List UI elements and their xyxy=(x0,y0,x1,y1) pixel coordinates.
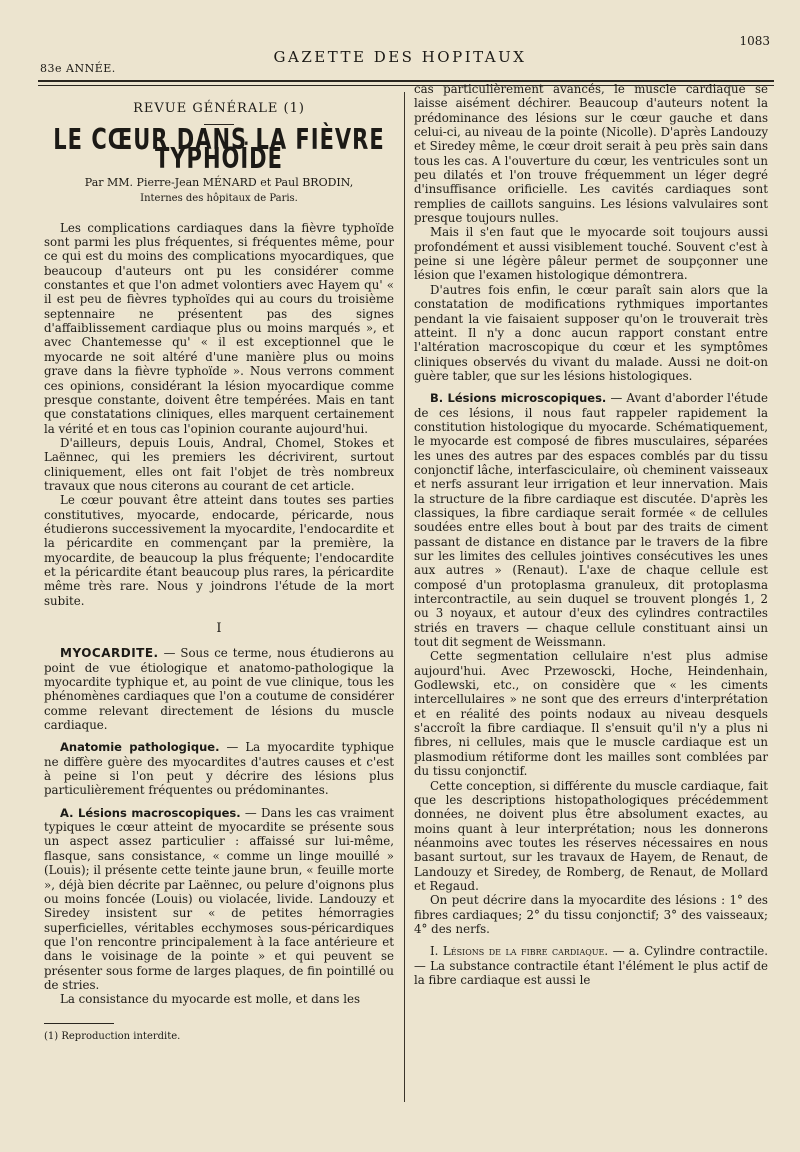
anatomie-text: — La myocardite typhique ne diffère guère des myocardites d'autres causes et c'est à peine si l'on peut y décrire des lésions plus particulièrement fréquentes ou prédominantes. xyxy=(44,740,395,798)
volume-year: 83e ANNÉE. xyxy=(40,62,116,75)
paragraph: Cette conception, si différente du muscle cardiaque, fait que les descriptions histopathologiques précédemment données, ne doivent plus être absolument exactes, au moins quant à leur interprétation; nous les donnerons néanmoins avec toutes les réserves nécessaires en nous basant surtout, sur les travaux de Hayem, de Renaut, de Landouzy et Siredey, de Romberg, de Renaut, de Mollard et Regaud. xyxy=(414,778,768,893)
paragraph: On peut décrire dans la myocardite des lésions : 1° des fibres cardiaques; 2° du tissu conjonctif; 3° des vaisseaux; 4° des nerfs. xyxy=(414,893,768,936)
fibre-text: — a. Cylindre contractile. — La substance contractile étant l'élément le plus actif de la fibre cardiaque est aussi le xyxy=(414,944,768,987)
paragraph: D'ailleurs, depuis Louis, Andral, Chomel, Stokes et Laënnec, qui les premiers les décrivirent, surtout cliniquement, elles ont fait l'objet de très nombreux travaux que nous citerons au courant de cet article. xyxy=(44,435,394,493)
right-column xyxy=(414,82,768,987)
myocardite-heading: MYOCARDITE. xyxy=(60,646,159,661)
journal-title: GAZETTE DES HOPITAUX xyxy=(273,48,527,66)
paragraph: La consistance du myocarde est molle, et dans les xyxy=(60,992,361,1007)
lesions-macro-text: — Dans les cas vraiment typiques le cœur atteint de myocardite se présente sous un aspect assez particulier : affaissé sur lui-même, flasque, sans consistance, « comme un linge mouillé » (Louis); il présente cette teinte jaune brun, « feuille morte », déjà bien décrite par Laënnec, ou pelure d'oignons plus ou moins foncée (Louis) ou violacée, livide. Landouzy et Siredey insistent sur « de petites hémorragies superficielles, véritables ecchymoses sous-péricardiques que l'on rencontre principalement à la face antérieure et dans le voisinage de la pointe » et qui peuvent se présenter sous forme de larges plaques, de fin pointillé ou de stries. xyxy=(44,805,395,992)
anatomie-heading: Anatomie pathologique. xyxy=(60,740,220,755)
footnote: (1) Reproduction interdite. xyxy=(44,1030,181,1042)
paragraph: D'autres fois enfin, le cœur paraît sain alors que la constatation de modifications rythmiques importantes pendant la vie faisaient supposer qu'on le trouverait très atteint. Il n'y a donc aucun rapport constant entre l'altération macroscopique du cœur et les symptômes cliniques observés du vivant du malade. Aussi ne doit-on guère tabler, que sur les lésions histologiques. xyxy=(414,282,768,383)
myocardite-text: — Sous ce terme, nous étudierons au point de vue étiologique et anatomo-pathologique la myocardite typhique et, au point de vue clinique, tous les phénomènes cardiaques que l'on a coutume de considérer comme relevant directement de lésions du muscle cardiaque. xyxy=(44,646,394,733)
authors-role: Internes des hôpitaux de Paris. xyxy=(140,193,298,205)
lesions-micro-heading: B. Lésions microscopiques. xyxy=(430,391,607,406)
lesions-micro-text: — Avant d'aborder l'étude de ces lésions, il nous faut rappeler rapidement la constitution histologique du myocarde. Schématiquement, le myocarde est composé de fibres musculaires, séparées les unes des autres par des espaces comblés par du tissu conjonctif lâche, interfasciculaire, où cheminent vaisseaux et nerfs assurant leur irrigation et leur innervation. Mais la structure de la fibre cardiaque est discutée. D'après les classiques, la fibre cardiaque serait formée « de cellules soudées entre elles bout à bout par des traits de ciment passant de distance en distance par le travers de la fibre sur les limites des cellules jointives consécutives les unes aux autres » (Renaut). L'axe de chaque cellule est composé d'un protoplasma granuleux, dit protoplasma intercontractile, au sein duquel se trouvent plongés 1, 2 ou 3 noyaux, et autour d'eux des cylindres contractiles striés en travers — chaque cellule constituant ainsi un tout dit segment de Weissmann. xyxy=(414,391,768,650)
section-heading: REVUE GÉNÉRALE (1) xyxy=(133,101,305,116)
paragraph-lesions-micro xyxy=(414,391,768,649)
paragraph: Le cœur pouvant être atteint dans toutes ses parties constitutives, myocarde, endocarde, péricarde, nous étudierons successivement la myocardite, l'endocardite et la péricardite en commençant par la première, la myocardite, de beaucoup la plus fréquente; l'endocardite et la péricardite étant beaucoup plus rares, la péricardite même très rare. Nous y joindrons l'étude de la mort subite. xyxy=(44,493,394,608)
footnote-rule xyxy=(44,1023,114,1024)
column-divider xyxy=(404,92,405,1102)
paragraph-anatomie xyxy=(44,740,394,797)
article-title: LE CŒUR DANS LA FIÈVRE TYPHOÏDE xyxy=(53,123,385,176)
lesions-macro-heading: A. Lésions macroscopiques. xyxy=(60,805,241,820)
paragraph: Les complications cardiaques dans la fièvre typhoïde sont parmi les plus fréquentes, si fréquentes même, pour ce qui est du moins des complications myocardiques, que beaucoup d'auteurs ont pu les considérer comme constantes et que l'on admet volontiers avec Hayem qu' « il est peu de fièvres typhoïdes qui au cours du troisième septennaire ne présentent pas des signes d'affaiblissement cardiaque plus ou moins marqués », et avec Chantemesse qu' « il est exceptionnel que le myocarde ne soit altéré d'une manière plus ou moins grave dans la fièvre typhoïde ». Nous verrons comment ces opinions, considérant la lésion myocardique comme presque constante, doivent être tempérées. Mais en tant que constatations cliniques, elles marquent certainement la vérité et en tous cas l'opinion courante aujourd'hui. xyxy=(44,220,394,436)
page-number: 1083 xyxy=(739,34,770,48)
paragraph: cas particulièrement avancés, le muscle cardiaque se laisse aisément déchirer. Beaucoup d'auteurs notent la prédominance des lésions sur le cœur gauche et dans celui-ci, au niveau de la pointe (Nicolle). D'après Landouzy et Siredey même, le cœur droit serait à peu près sain dans tous les cas. A l'ouverture du cœur, les ventricules sont un peu dilatés et l'on trouve fréquemment un léger degré d'insuffisance orificielle. Les cavités cardiaques sont remplies de caillots sanguins. Les lésions valvulaires sont presque toujours nulles. xyxy=(414,82,768,226)
paragraph-lesions-macro xyxy=(44,806,394,992)
paragraph-fibre xyxy=(414,944,768,987)
fibre-heading: I. Lésions de la fibre cardiaque. xyxy=(430,944,609,959)
left-column xyxy=(44,92,394,1044)
paragraph-myocardite xyxy=(44,646,394,732)
paragraph: Cette segmentation cellulaire n'est plus admise aujourd'hui. Avec Przewoscki, Hoche, Heindenhain, Godlewski, etc., on considère que « les ciments intercellulaires » ne sont que des erreurs d'interprétation et en réalité des points nodaux au niveau desquels s'accroît la fibre cardiaque. Il s'ensuit qu'il n'y a plus ni fibres, ni cellules, mais que le muscle cardiaque est un plasmodium rétiforme dont les mailles sont comblées par du tissu conjonctif. xyxy=(414,649,768,779)
article-authors: Par MM. Pierre-Jean MÉNARD et Paul BRODIN, xyxy=(84,176,354,190)
paragraph: Mais il s'en faut que le myocarde soit toujours aussi profondément et aussi visiblement touché. Souvent c'est à peine si une légère pâleur permet de soupçonner une lésion que l'examen histologique démontrera. xyxy=(414,225,768,283)
chapter-number: I xyxy=(216,621,222,636)
